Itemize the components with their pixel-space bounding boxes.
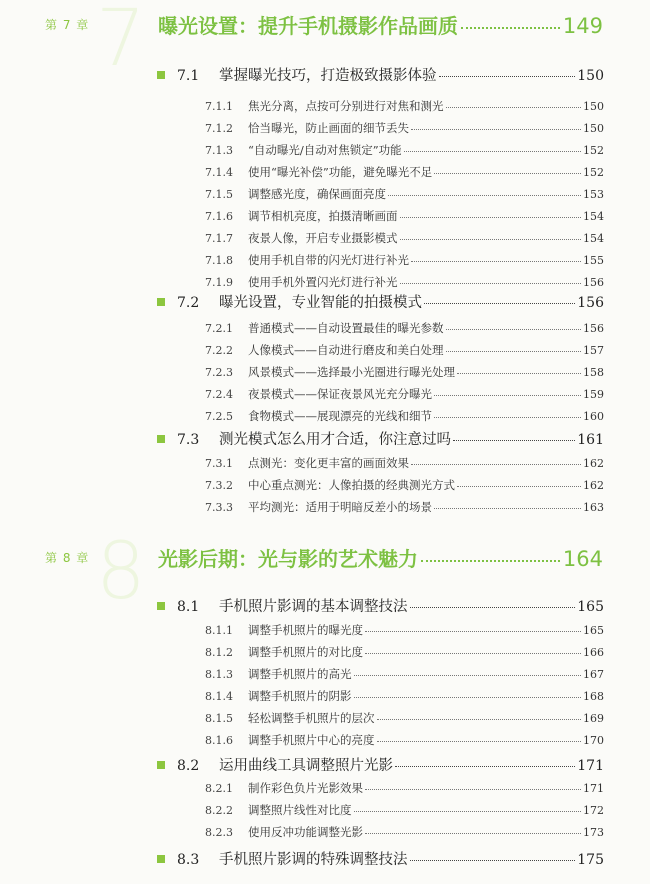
subsection-title[interactable]: 夜景模式——保证夜景风光充分曝光	[248, 387, 432, 401]
subsection-number: 7.1.4	[205, 166, 233, 179]
leader-dots	[395, 766, 575, 767]
subsection-entry[interactable]	[205, 98, 604, 114]
leader-dots	[461, 27, 560, 29]
subsection-number: 7.2.3	[205, 366, 233, 379]
subsection-title[interactable]: 轻松调整手机照片的层次	[248, 711, 375, 725]
subsection-title[interactable]: 风景模式——选择最小光圈进行曝光处理	[248, 365, 455, 379]
leader-dots	[424, 303, 575, 304]
subsection-title[interactable]: 调整手机照片中心的亮度	[248, 733, 375, 747]
subsection-title[interactable]: 中心重点测光：人像拍摄的经典测光方式	[248, 478, 455, 492]
section-title[interactable]: 测光模式怎么用才合适，你注意过吗	[219, 432, 451, 448]
subsection-title[interactable]: 普通模式——自动设置最佳的曝光参数	[248, 321, 444, 335]
chapter-page-number: 149	[562, 14, 603, 38]
subsection-entry[interactable]	[205, 186, 604, 202]
leader-dots	[411, 464, 581, 465]
leader-dots	[453, 440, 575, 441]
section-number: 7.2	[177, 295, 200, 311]
section-page-number: 161	[577, 432, 604, 448]
leader-dots	[434, 395, 581, 396]
section-entry[interactable]	[157, 754, 604, 775]
subsection-entry[interactable]	[205, 780, 604, 796]
subsection-number: 7.1.5	[205, 188, 233, 201]
subsection-page-number: 152	[583, 144, 604, 157]
subsection-number: 8.2.2	[205, 804, 233, 817]
subsection-title[interactable]: 恰当曝光，防止画面的细节丢失	[248, 121, 409, 135]
subsection-title[interactable]: 使用“曝光补偿”功能，避免曝光不足	[248, 165, 433, 179]
leader-dots	[410, 860, 576, 861]
subsection-number: 7.2.4	[205, 388, 233, 401]
section-title[interactable]: 手机照片影调的基本调整技法	[219, 599, 408, 615]
subsection-page-number: 150	[583, 100, 604, 113]
subsection-title[interactable]: 调整手机照片的阴影	[248, 689, 352, 703]
chapter-title[interactable]: 光影后期：光与影的艺术魅力	[158, 547, 418, 571]
subsection-entry[interactable]	[205, 208, 604, 224]
leader-dots	[434, 173, 581, 174]
subsection-entry[interactable]	[205, 499, 604, 515]
subsection-number: 7.2.1	[205, 322, 233, 335]
subsection-page-number: 171	[583, 782, 604, 795]
subsection-page-number: 150	[583, 122, 604, 135]
chapter-label: 第 7 章	[45, 18, 90, 32]
subsection-page-number: 163	[583, 501, 604, 514]
subsection-title[interactable]: 调整照片线性对比度	[248, 803, 352, 817]
section-number: 8.1	[177, 599, 200, 615]
leader-dots	[434, 417, 581, 418]
leader-dots	[354, 697, 582, 698]
section-page-number: 175	[577, 852, 604, 868]
subsection-title[interactable]: 调整手机照片的高光	[248, 667, 352, 681]
green-square-bullet-icon	[157, 761, 165, 769]
subsection-page-number: 158	[583, 366, 604, 379]
subsection-entry[interactable]	[205, 666, 604, 682]
chapter-title-entry[interactable]	[158, 10, 603, 39]
subsection-page-number: 166	[583, 646, 604, 659]
subsection-entry[interactable]	[205, 364, 604, 380]
leader-dots	[446, 107, 582, 108]
subsection-page-number: 167	[583, 668, 604, 681]
section-entry[interactable]	[157, 848, 604, 869]
subsection-page-number: 165	[583, 624, 604, 637]
subsection-page-number: 157	[583, 344, 604, 357]
leader-dots	[388, 195, 581, 196]
subsection-title[interactable]: 调整感光度，确保画面亮度	[248, 187, 386, 201]
leader-dots	[365, 653, 581, 654]
subsection-entry[interactable]	[205, 252, 604, 268]
subsection-number: 7.1.2	[205, 122, 233, 135]
subsection-title[interactable]: 平均测光：适用于明暗反差小的场景	[248, 500, 432, 514]
section-page-number: 156	[577, 295, 604, 311]
chapter-title[interactable]: 曝光设置：提升手机摄影作品画质	[158, 14, 458, 38]
subsection-number: 8.1.6	[205, 734, 233, 747]
green-square-bullet-icon	[157, 855, 165, 863]
subsection-entry[interactable]	[205, 164, 604, 180]
subsection-page-number: 154	[583, 232, 604, 245]
section-entry[interactable]	[157, 595, 604, 616]
leader-dots	[421, 560, 560, 562]
subsection-title[interactable]: 焦光分离，点按可分别进行对焦和测光	[248, 99, 444, 113]
leader-dots	[354, 811, 582, 812]
subsection-title[interactable]: 调整手机照片的对比度	[248, 645, 363, 659]
subsection-number: 7.3.1	[205, 457, 233, 470]
subsection-entry[interactable]	[205, 732, 604, 748]
subsection-number: 8.2.3	[205, 826, 233, 839]
green-square-bullet-icon	[157, 71, 165, 79]
section-title[interactable]: 曝光设置，专业智能的拍摄模式	[219, 295, 422, 311]
subsection-number: 7.1.6	[205, 210, 233, 223]
subsection-number: 7.3.2	[205, 479, 233, 492]
subsection-title[interactable]: 调节相机亮度，拍摄清晰画面	[248, 209, 398, 223]
leader-dots	[411, 261, 581, 262]
subsection-page-number: 154	[583, 210, 604, 223]
subsection-entry[interactable]	[205, 824, 604, 840]
chapter-title-entry[interactable]	[158, 543, 603, 572]
subsection-number: 8.2.1	[205, 782, 233, 795]
subsection-page-number: 173	[583, 826, 604, 839]
subsection-title[interactable]: 点测光：变化更丰富的画面效果	[248, 456, 409, 470]
subsection-page-number: 170	[583, 734, 604, 747]
leader-dots	[434, 508, 581, 509]
subsection-page-number: 152	[583, 166, 604, 179]
subsection-title[interactable]: 制作彩色负片光影效果	[248, 781, 363, 795]
subsection-entry[interactable]	[205, 342, 604, 358]
subsection-number: 7.1.1	[205, 100, 233, 113]
leader-dots	[439, 76, 576, 77]
leader-dots	[404, 151, 581, 152]
leader-dots	[400, 283, 582, 284]
subsection-page-number: 153	[583, 188, 604, 201]
subsection-title[interactable]: 夜景人像，开启专业摄影模式	[248, 231, 398, 245]
subsection-entry[interactable]	[205, 688, 604, 704]
subsection-entry[interactable]	[205, 408, 604, 424]
subsection-entry[interactable]	[205, 274, 604, 290]
chapter-label: 第 8 章	[45, 551, 90, 565]
subsection-title[interactable]: 人像模式——自动进行磨皮和美白处理	[248, 343, 444, 357]
section-page-number: 171	[577, 758, 604, 774]
subsection-entry[interactable]	[205, 230, 604, 246]
section-number: 8.3	[177, 852, 200, 868]
leader-dots	[365, 631, 581, 632]
subsection-entry[interactable]	[205, 142, 604, 158]
subsection-number: 8.1.2	[205, 646, 233, 659]
subsection-page-number: 156	[583, 322, 604, 335]
leader-dots	[457, 373, 581, 374]
subsection-page-number: 155	[583, 254, 604, 267]
section-page-number: 150	[577, 68, 604, 84]
subsection-entry[interactable]	[205, 477, 604, 493]
subsection-page-number: 162	[583, 479, 604, 492]
subsection-number: 8.1.3	[205, 668, 233, 681]
section-number: 7.1	[177, 68, 200, 84]
subsection-page-number: 160	[583, 410, 604, 423]
subsection-page-number: 172	[583, 804, 604, 817]
subsection-title[interactable]: 食物模式——展现漂亮的光线和细节	[248, 409, 432, 423]
subsection-number: 7.2.2	[205, 344, 233, 357]
subsection-entry[interactable]	[205, 320, 604, 336]
leader-dots	[365, 789, 581, 790]
section-title[interactable]: 运用曲线工具调整照片光影	[219, 758, 393, 774]
leader-dots	[446, 351, 582, 352]
subsection-title[interactable]: 使用反冲功能调整光影	[248, 825, 363, 839]
subsection-title[interactable]: 使用手机外置闪光灯进行补光	[248, 275, 398, 289]
subsection-number: 7.2.5	[205, 410, 233, 423]
subsection-entry[interactable]	[205, 120, 604, 136]
subsection-page-number: 156	[583, 276, 604, 289]
leader-dots	[410, 607, 576, 608]
subsection-entry[interactable]	[205, 386, 604, 402]
section-title[interactable]: 掌握曝光技巧，打造极致摄影体验	[219, 68, 437, 84]
section-title[interactable]: 手机照片影调的特殊调整技法	[219, 852, 408, 868]
subsection-number: 7.1.3	[205, 144, 233, 157]
green-square-bullet-icon	[157, 298, 165, 306]
subsection-number: 8.1.4	[205, 690, 233, 703]
leader-dots	[354, 675, 582, 676]
leader-dots	[377, 741, 582, 742]
leader-dots	[365, 833, 581, 834]
subsection-number: 8.1.5	[205, 712, 233, 725]
leader-dots	[411, 129, 581, 130]
subsection-entry[interactable]	[205, 644, 604, 660]
leader-dots	[457, 486, 581, 487]
subsection-number: 7.1.8	[205, 254, 233, 267]
leader-dots	[400, 217, 582, 218]
section-number: 7.3	[177, 432, 200, 448]
subsection-page-number: 168	[583, 690, 604, 703]
subsection-title[interactable]: 使用手机自带的闪光灯进行补光	[248, 253, 409, 267]
leader-dots	[377, 719, 582, 720]
subsection-entry[interactable]	[205, 622, 604, 638]
section-page-number: 165	[577, 599, 604, 615]
subsection-number: 7.1.7	[205, 232, 233, 245]
subsection-number: 7.1.9	[205, 276, 233, 289]
subsection-entry[interactable]	[205, 455, 604, 471]
chapter-page-number: 164	[562, 547, 603, 571]
section-entry[interactable]	[157, 291, 604, 312]
leader-dots	[400, 239, 582, 240]
subsection-title[interactable]: 调整手机照片的曝光度	[248, 623, 363, 637]
subsection-number: 8.1.1	[205, 624, 233, 637]
section-entry[interactable]	[157, 64, 604, 85]
chapter-big-number: 7	[96, 0, 146, 84]
section-number: 8.2	[177, 758, 200, 774]
subsection-title[interactable]: “自动曝光/自动对焦锁定”功能	[248, 143, 402, 157]
subsection-page-number: 159	[583, 388, 604, 401]
green-square-bullet-icon	[157, 602, 165, 610]
leader-dots	[446, 329, 582, 330]
section-entry[interactable]	[157, 428, 604, 449]
subsection-page-number: 162	[583, 457, 604, 470]
green-square-bullet-icon	[157, 435, 165, 443]
subsection-entry[interactable]	[205, 802, 604, 818]
subsection-entry[interactable]	[205, 710, 604, 726]
chapter-big-number: 8	[96, 527, 146, 617]
subsection-page-number: 169	[583, 712, 604, 725]
subsection-number: 7.3.3	[205, 501, 233, 514]
